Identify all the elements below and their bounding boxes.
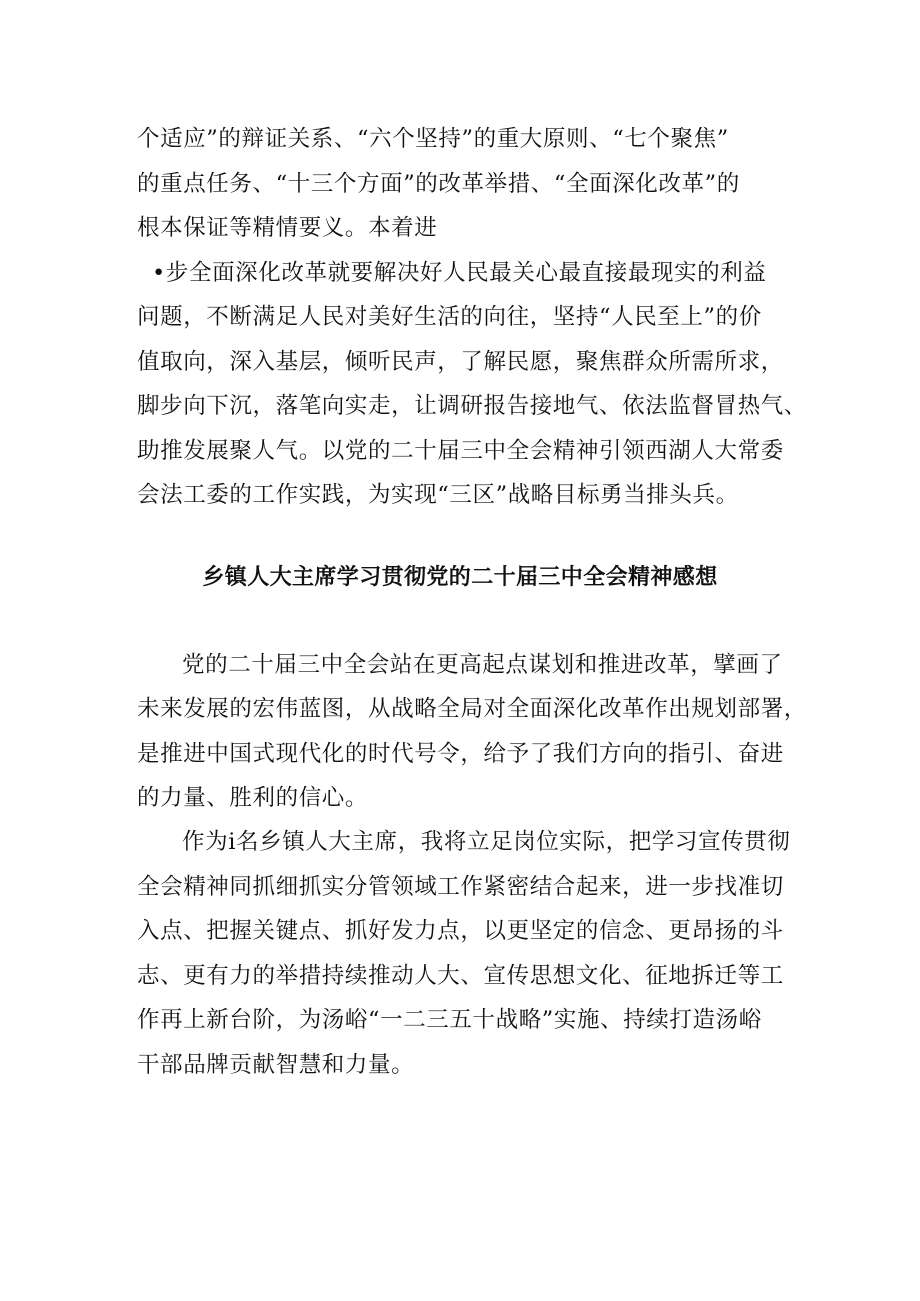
article-title: 乡镇人大主席学习贯彻党的二十届三中全会精神感想 (202, 565, 718, 590)
paragraph-line: 助推发展聚人气。以党的二十届三中全会精神引领西湖人大常委 (137, 438, 784, 464)
paragraph-line: 入点、把握关键点、抓好发力点，以更坚定的信念、更昂扬的斗 (137, 918, 784, 944)
paragraph-line: 根本保证等精情要义。本着进 (137, 215, 438, 241)
paragraph-line: 的力量、胜利的信心。 (137, 785, 369, 811)
paragraph-line: 干部品牌贡献智慧和力量。 (137, 1052, 415, 1078)
paragraph-line: 脚步向下沉，落笔向实走，让调研报告接地气、依法监督冒热气、 (137, 393, 807, 419)
paragraph-line: 值取向，深入基层，倾听民声，了解民愿，聚焦群众所需所求， (137, 349, 784, 375)
paragraph-line: •步全面深化改革就要解决好人民最关心最直接最现实的利益 (152, 260, 767, 286)
paragraph-line: 是推进中国式现代化的时代号令，给予了我们方向的指引、奋进 (137, 741, 784, 767)
paragraph-line: 作再上新台阶，为汤峪“一二三五十战略”实施、持续打造汤峪 (137, 1007, 762, 1033)
paragraph-line: 会法工委的工作实践，为实现“三区”战略目标勇当排头兵。 (137, 482, 739, 508)
paragraph-line: 志、更有力的举措持续推动人大、宣传思想文化、征地拆迁等工 (137, 963, 784, 989)
paragraph-line: 的重点任务、“十三个方面”的改革举措、“全面深化改革”的 (137, 171, 740, 197)
paragraph-line: 问题，不断满足人民对美好生活的向往，坚持“人民至上”的价 (137, 304, 762, 330)
paragraph-line: 党的二十届三中全会站在更高起点谋划和推进改革，擘画了 (182, 652, 783, 678)
paragraph-line: 个适应”的辩证关系、“六个坚持”的重大原则、“七个聚焦” (137, 126, 729, 152)
paragraph-line: 全会精神同抓细抓实分管领域工作紧密结合起来，进一步找准切 (137, 874, 784, 900)
paragraph-line: 作为i名乡镇人大主席，我将立足岗位实际，把学习宣传贯彻 (182, 829, 791, 855)
paragraph-line: 未来发展的宏伟蓝图，从战略全局对全面深化改革作出规划部署， (137, 696, 807, 722)
